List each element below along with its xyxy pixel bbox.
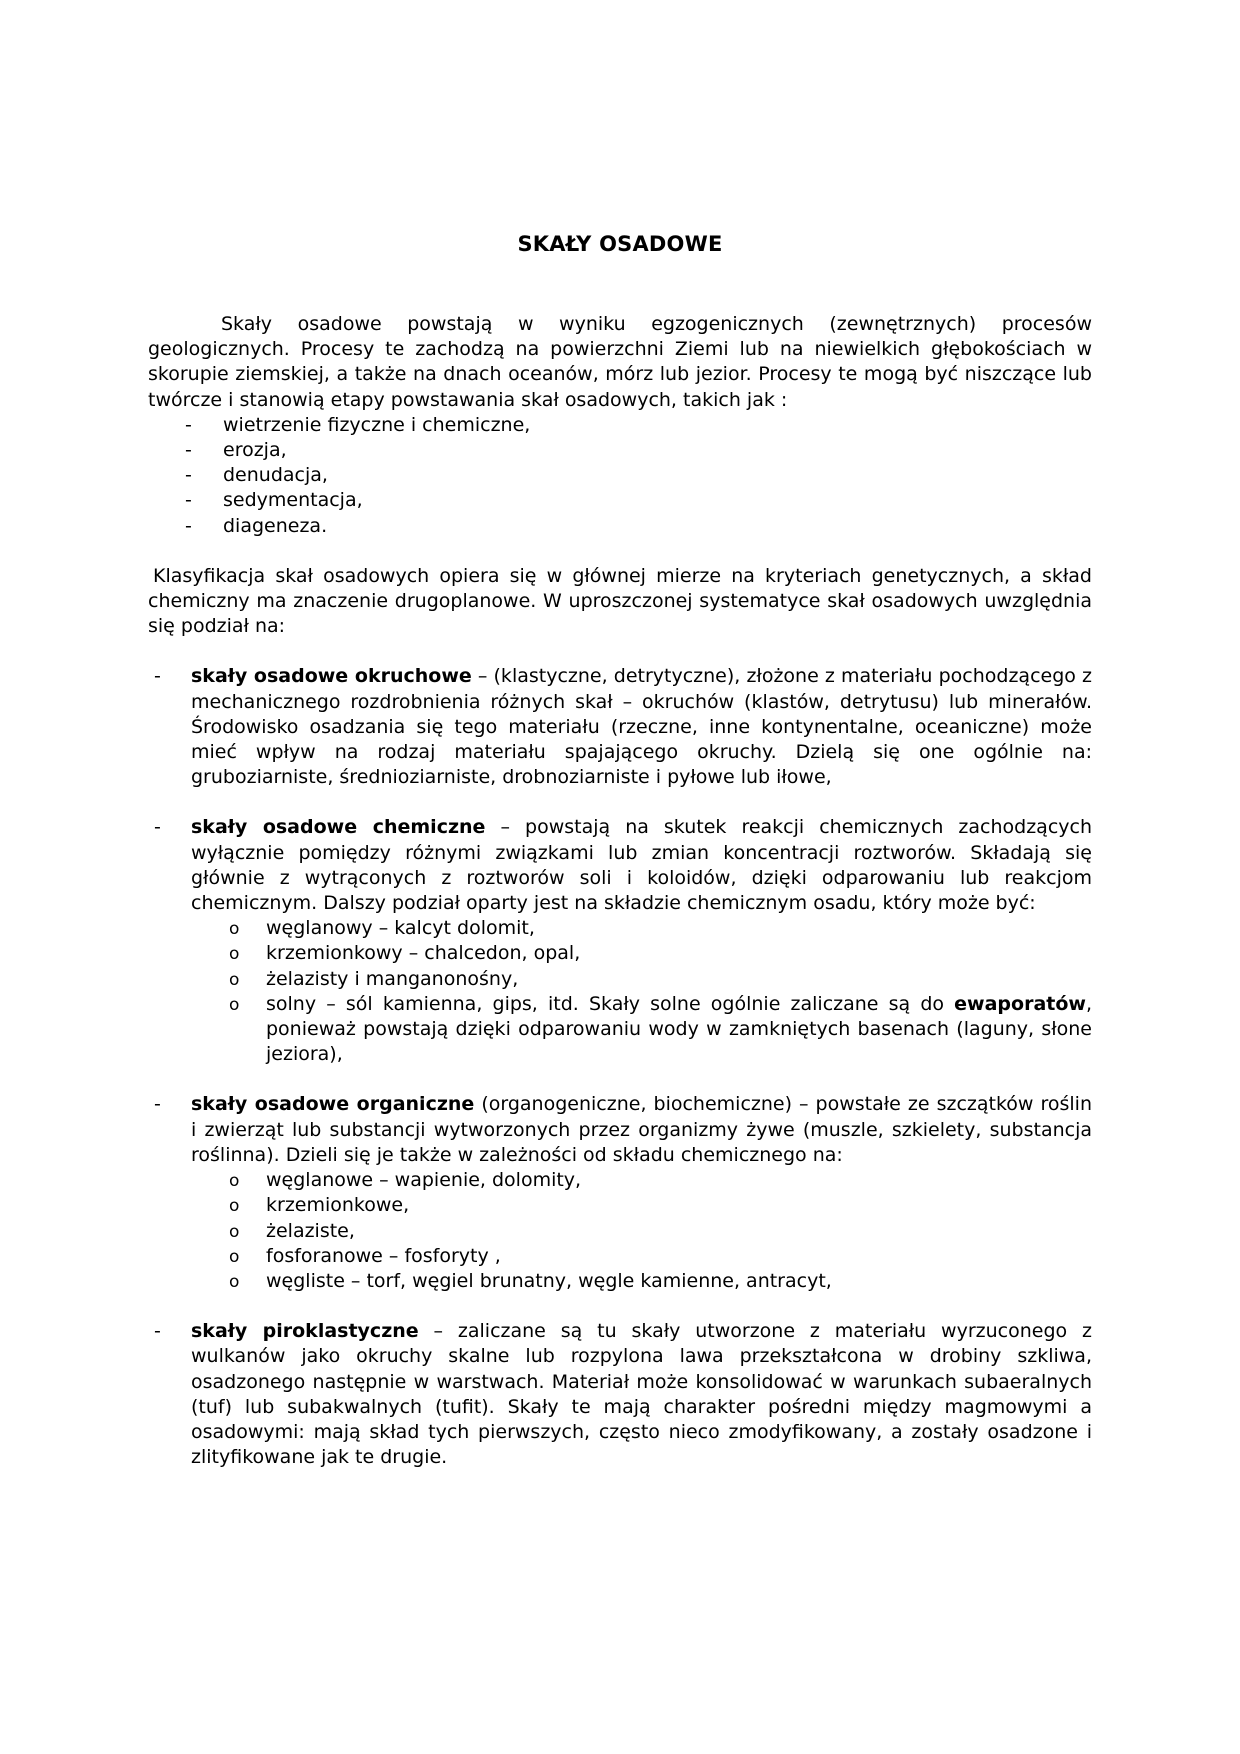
rock-type-chemical	[148, 815, 1092, 1067]
description-organic: (organogeniczne, biochemiczne) – powstałe ze szczątków roślin i zwierząt lub substancji wytworzonych przez organizmy żywe (muszle, szkielety, substancja roślinna). Dzieli się je także w zależności od składu chemicznego na:	[191, 1093, 1093, 1166]
list-item: o fosforanowe – fosforyty ,	[191, 1244, 1092, 1269]
term-chemical: skały osadowe chemiczne	[191, 816, 486, 839]
document-body	[148, 312, 1092, 1495]
description-clastic: – (klastyczne, detrytyczne), złożone z materiału pochodzącego z mechanicznego rozdrobnienia różnych skał – okruchów (klastów, detrytusu) lub minerałów. Środowisko osadzania się tego materiału (rzeczne, inne kontynentalne, oceaniczne) może mieć wpływ na rodzaj materiału spajającego okruchy. Dzielą się one ogólnie na: gruboziarniste, średnioziarniste, drobnoziarniste i pyłowe lub iłowe,	[191, 665, 1093, 789]
list-item: - diageneza.	[148, 514, 1092, 539]
intro-paragraph: Skały osadowe powstają w wyniku egzogenicznych (zewnętrznych) procesów geologicznych. Procesy te zachodzą na powierzchni Ziemi lub na niewielkich głębokościach w skorupie ziemskiej, a także na dnach oceanów, mórz lub jezior. Procesy te mogą być niszczące lub twórcze i stanowią etapy powstawania skał osadowych, takich jak :	[148, 313, 1092, 411]
rock-type-pyroclastic	[148, 1319, 1092, 1470]
organic-subtypes-list	[191, 1168, 1092, 1294]
term-organic: skały osadowe organiczne	[191, 1093, 475, 1116]
list-item: o żelazisty i manganonośny,	[191, 967, 1092, 992]
list-item: o węglanowe – wapienie, dolomity,	[191, 1168, 1092, 1193]
salt-text-before: solny – sól kamienna, gips, itd. Skały solne ogólnie zaliczane są do	[266, 992, 955, 1015]
list-item: o żelaziste,	[191, 1219, 1092, 1244]
chemical-subtypes-list	[191, 916, 1092, 1067]
process-list	[148, 413, 1092, 539]
rock-types-list	[148, 664, 1092, 1470]
description-pyroclastic: – zaliczane są tu skały utworzone z materiału wyrzuconego z wulkanów jako okruchy skalne lub rozpylona lawa przekształcona w drobiny szkliwa, osadzonego następnie w warstwach. Materiał może konsolidować w warunkach subaeralnych (tuf) lub subakwalnych (tufit). Skały te mają charakter pośredni między magmowymi a osadowymi: mają skład tych pierwszych, często nieco zmodyfikowany, a zostały osadzone i zlityfikowane jak te drugie.	[191, 1320, 1092, 1469]
list-item: o krzemionkowe,	[191, 1193, 1092, 1218]
list-item-salt	[191, 992, 1092, 1068]
list-item: - denudacja,	[148, 463, 1092, 488]
list-item: - erozja,	[148, 438, 1092, 463]
term-pyroclastic: skały piroklastyczne	[191, 1320, 419, 1343]
term-evaporites: ewaporatów	[954, 992, 1086, 1015]
term-clastic: skały osadowe okruchowe	[191, 665, 472, 688]
list-item: o węglanowy – kalcyt dolomit,	[191, 916, 1092, 941]
list-item: - wietrzenie fizyczne i chemiczne,	[148, 413, 1092, 438]
rock-type-clastic	[148, 664, 1092, 790]
rock-type-organic	[148, 1092, 1092, 1294]
list-item: o krzemionkowy – chalcedon, opal,	[191, 941, 1092, 966]
description-chemical: – powstają na skutek reakcji chemicznych zachodzących wyłącznie pomiędzy różnymi związkami lub zmian koncentracji roztworów. Składają się głównie z wytrąconych z roztworów soli i koloidów, dzięki odparowaniu lub reakcjom chemicznym. Dalszy podział oparty jest na składzie chemicznym osadu, który może być:	[191, 816, 1093, 915]
classification-paragraph: Klasyfikacja skał osadowych opiera się w głównej mierze na kryteriach genetycznych, a skład chemiczny ma znaczenie drugoplanowe. W uproszczonej systematyce skał osadowych uwzględnia się podział na:	[148, 564, 1092, 638]
page-title: SKAŁY OSADOWE	[517, 232, 723, 256]
spacer	[148, 539, 1092, 564]
salt-text-after: , ponieważ powstają dzięki odparowaniu wody w zamkniętych basenach (laguny, słone jeziora),	[266, 992, 1092, 1066]
list-item: o węgliste – torf, węgiel brunatny, węgle kamienne, antracyt,	[191, 1269, 1092, 1294]
list-item: - sedymentacja,	[148, 488, 1092, 513]
